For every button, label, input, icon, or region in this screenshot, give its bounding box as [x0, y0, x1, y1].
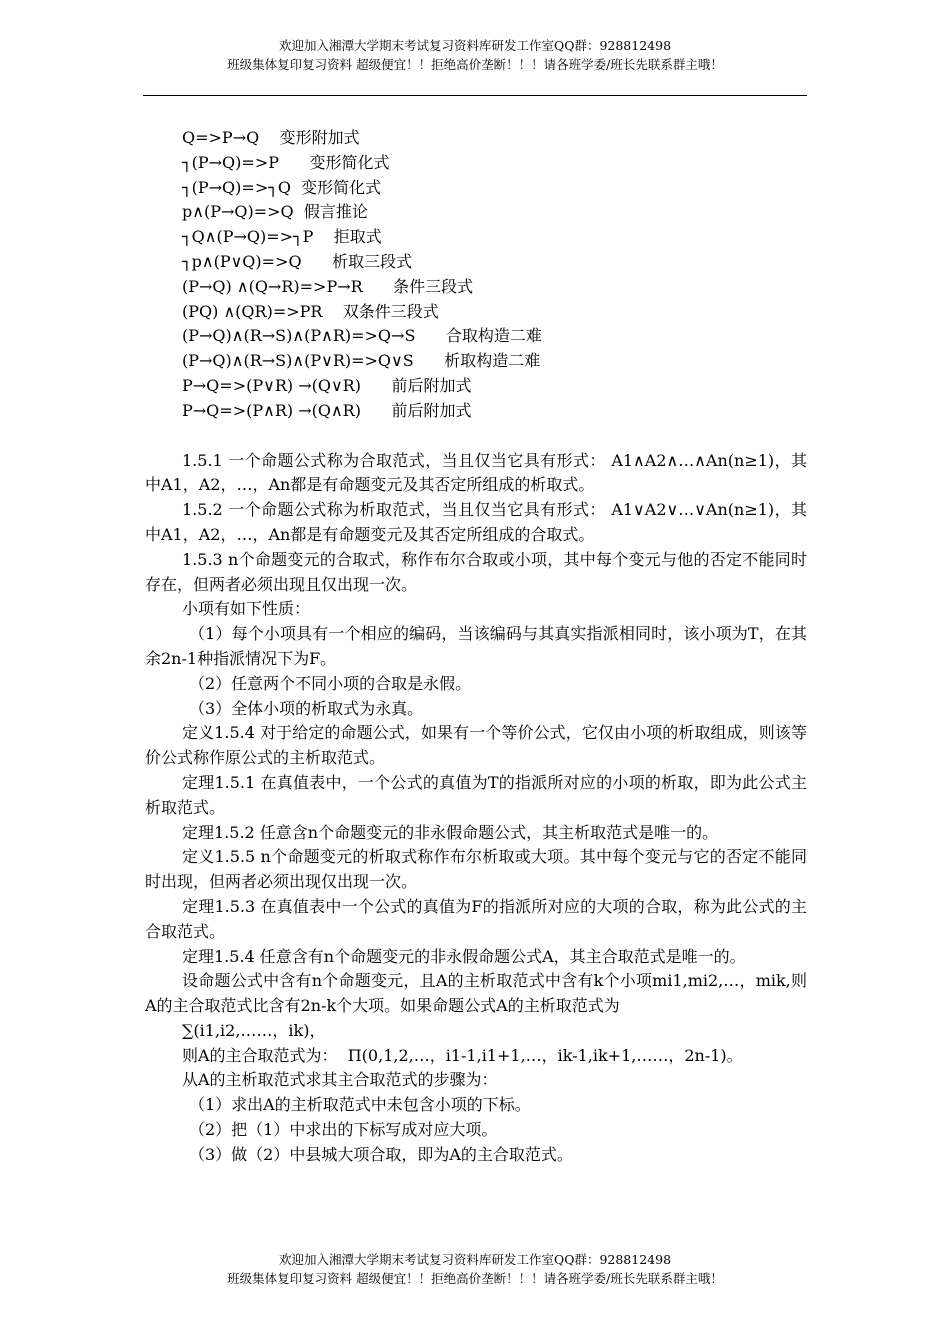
footer-line-1: 欢迎加入湘潭大学期末考试复习资料库研发工作室QQ群：928812498 — [278, 1252, 672, 1267]
theorem-1-5-4: 定理1.5.4 任意含有n个命题变元的非永假命题公式A，其主合取范式是唯一的。 — [182, 946, 746, 966]
step-2: （2）把（1）中求出的下标写成对应大项。 — [189, 1120, 498, 1140]
minterm-property-3: （3）全体小项的析取式为永真。 — [189, 698, 424, 718]
inference-rules-list — [145, 126, 807, 424]
definition-1-5-5: 定义1.5.5 n个命题变元的析取式称作布尔析取或大项。其中每个变元与它的否定不能同时出现，但两者必须出现仅出现一次。 — [145, 847, 807, 892]
sum-notation: ∑(i1,i2,……，ik)， — [182, 1020, 326, 1040]
formula-line: ┐(P→Q)=>P 变形简化式 — [182, 152, 390, 172]
header-line-1: 欢迎加入湘潭大学期末考试复习资料库研发工作室QQ群：928812498 — [278, 38, 672, 53]
footer-line-2: 班级集体复印复习资料 超级便宜！！拒绝高价垄断！！！请各班学委/班长先联系群主哦！ — [227, 1271, 723, 1286]
header-divider — [143, 95, 807, 96]
conversion-premise: 设命题公式中含有n个命题变元，且A的主析取范式中含有k个小项mi1,mi2,…，mik,则A的主合取范式比含有2n-k个大项。如果命题公式A的主析取范式为 — [145, 971, 807, 1016]
theorem-1-5-1: 定理1.5.1 在真值表中，一个公式的真值为T的指派所对应的小项的析取，即为此公式主析取范式。 — [145, 772, 807, 817]
page-header — [0, 36, 950, 74]
formula-line: (P→Q)∧(R→S)∧(P∨R)=>Q∨S 析取构造二难 — [182, 351, 541, 371]
formula-line: P→Q=>(P∧R) →(Q∧R) 前后附加式 — [182, 400, 472, 420]
definition-1-5-4: 定义1.5.4 对于给定的命题公式，如果有一个等价公式，它仅由小项的析取组成，则该等价公式称作原公式的主析取范式。 — [145, 723, 807, 768]
header-line-2: 班级集体复印复习资料 超级便宜！！拒绝高价垄断！！！请各班学委/班长先联系群主哦！ — [227, 57, 723, 72]
theorem-1-5-2: 定理1.5.2 任意含n个命题变元的非永假命题公式，其主析取范式是唯一的。 — [182, 822, 719, 842]
theorem-1-5-3: 定理1.5.3 在真值表中一个公式的真值为F的指派所对应的大项的合取，称为此公式的主合取范式。 — [145, 896, 807, 941]
step-3: （3）做（2）中县城大项合取，即为A的主合取范式。 — [189, 1144, 573, 1164]
formula-line: Q=>P→Q 变形附加式 — [182, 128, 360, 147]
formula-line: p∧(P→Q)=>Q 假言推论 — [182, 202, 368, 222]
product-notation: 则A的主合取范式为： Π(0,1,2,…，i1-1,i1+1,…，ik-1,ik+1,……，2n-1)。 — [182, 1045, 743, 1065]
section-gap — [145, 424, 807, 449]
step-1: （1）求出A的主析取范式中未包含小项的下标。 — [189, 1095, 531, 1115]
minterm-property-2: （2）任意两个不同小项的合取是永假。 — [189, 673, 472, 693]
definition-1-5-3: 1.5.3 n个命题变元的合取式，称作布尔合取或小项，其中每个变元与他的否定不能同时存在，但两者必须出现且仅出现一次。 — [145, 549, 807, 594]
formula-line: ┐p∧(P∨Q)=>Q 析取三段式 — [182, 251, 413, 271]
document-body — [145, 126, 807, 1168]
formula-line: (PQ) ∧(QR)=>PR 双条件三段式 — [182, 301, 439, 321]
formula-line: (P→Q)∧(R→S)∧(P∧R)=>Q→S 合取构造二难 — [182, 326, 542, 346]
formula-line: ┐Q∧(P→Q)=>┐P 拒取式 — [182, 227, 382, 247]
steps-intro: 从A的主析取范式求其主合取范式的步骤为： — [182, 1070, 498, 1090]
formula-line: ┐(P→Q)=>┐Q 变形简化式 — [182, 177, 382, 197]
definition-1-5-1: 1.5.1 一个命题公式称为合取范式，当且仅当它具有形式： A1∧A2∧…∧An(n≥1)，其中A1，A2，…，An都是有命题变元及其否定所组成的析取式。 — [145, 450, 807, 495]
formula-line: P→Q=>(P∨R) →(Q∨R) 前后附加式 — [182, 375, 472, 395]
page-footer — [0, 1250, 950, 1288]
minterm-properties-heading: 小项有如下性质： — [182, 599, 311, 619]
definition-1-5-2: 1.5.2 一个命题公式称为析取范式，当且仅当它具有形式： A1∨A2∨…∨An(n≥1)，其中A1，A2，…，An都是有命题变元及其否定所组成的合取式。 — [145, 500, 807, 544]
minterm-property-1: （1）每个小项具有一个相应的编码，当该编码与其真实指派相同时，该小项为T，在其余2n-1种指派情况下为F。 — [145, 624, 807, 668]
formula-line: (P→Q) ∧(Q→R)=>P→R 条件三段式 — [182, 276, 474, 296]
